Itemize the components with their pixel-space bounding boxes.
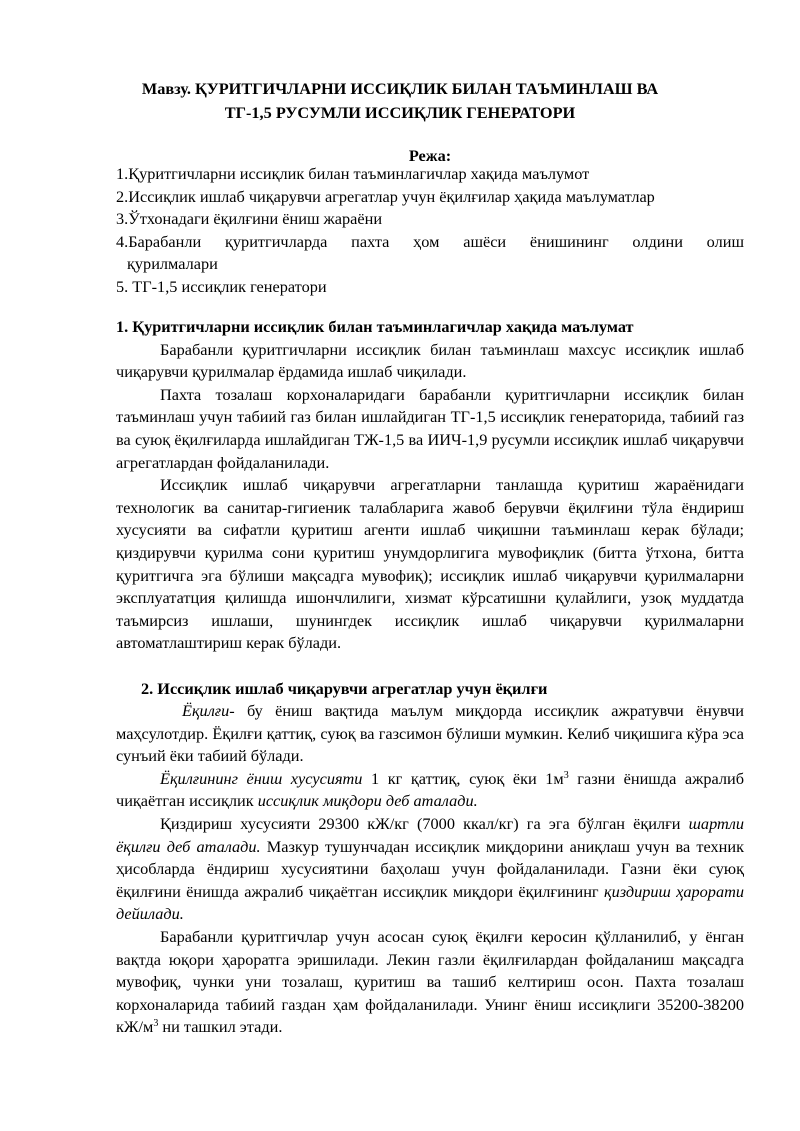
term-heat-quantity: иссиқлик миқдори деб аталади. xyxy=(257,791,478,811)
title-line-2: ТГ-1,5 РУСУМЛИ ИССИҚЛИК ГЕНЕРАТОРИ xyxy=(224,102,576,122)
section-1-paragraph-2: Пахта тозалаш корхоналаридаги барабанли қуритгичларни иссиқлик билан таъминлаш учун табиий газ билан ишлайдиган ТГ-1,5 иссиқлик генераторида, табиий газ ва суюқ ёқилғиларда ишлайдиган ТЖ-1,5 ва ИИЧ-1,9 русумли иссиқлик ишлаб чиқарувчи агрегатлардан фойдаланилади. xyxy=(116,384,744,472)
section-2-paragraph-4 xyxy=(116,926,744,1039)
section-1-heading: 1. Қуритгичларни иссиқлик билан таъминлагичлар хақида маълумат xyxy=(116,317,634,336)
section-2-paragraph-4-text-a: Барабанли қуритгичлар учун асосан суюқ ёқилғи керосин қўлланилиб, у ёнган вақтда юқори ҳароратга эришилади. Лекин газли ёқилғилардан фойдаланиш мақсадга мувофиқ, чунки уни тозалаш, қуритиш ва ташиб келтириш осон. Пахта тозалаш корхоналарида табиий газдан ҳам фойдаланилади. Унинг ёниш иссиқлиги 35200-38200 кЖ/м xyxy=(116,927,744,1037)
plan-item-2: 2.Иссиқлик ишлаб чиқарувчи агрегатлар учун ёқилғилар ҳақида маълуматлар xyxy=(116,186,655,206)
section-2-paragraph-3-text-b: Мазкур тушунчадан иссиқлик миқдорини аниқлаш учун ва техник ҳисобларда ёндириш хусусиятини баҳолаш учун фойдаланилади. Газни ёки суюқ ёқилғини ёнишда ажралиб чиқаётган иссиқлик миқдори ёқилғининг xyxy=(116,836,744,901)
section-1-paragraph-1: Барабанли қуритгичларни иссиқлик билан таъминлаш махсус иссиқлик ишлаб чиқарувчи қурилмалар ёрдамида ишлаб чиқилади. xyxy=(116,339,744,382)
title-line-1: Мавзу. ҚУРИТГИЧЛАРНИ ИССИҚЛИК БИЛАН ТАЪМИНЛАШ ВА xyxy=(141,79,659,98)
document-body xyxy=(116,316,744,1039)
section-spacer xyxy=(116,655,744,678)
section-2-heading: 2. Иссиқлик ишлаб чиқарувчи агрегатлар учун ёқилғи xyxy=(141,678,548,698)
plan-item-1: 1.Қуритгичларни иссиқлик билан таъминлагичлар хақида маълумот xyxy=(116,164,590,183)
section-2-paragraph-1 xyxy=(116,700,744,768)
section-2-paragraph-2-text-a: 1 кг қаттиқ, суюқ ёки 1м xyxy=(362,768,564,788)
section-2-paragraph-2 xyxy=(116,768,744,813)
term-conditional-fuel: шартли ёқилғи деб аталади. xyxy=(116,814,744,856)
superscript-3b: 3 xyxy=(153,1018,159,1030)
plan-list xyxy=(116,163,744,299)
plan-item-3: 3.Ўтхонадаги ёқилғини ёниш жараёни xyxy=(116,209,383,229)
term-fuel: Ёқилғи- xyxy=(182,701,235,721)
document-title xyxy=(60,77,740,124)
term-combustion-property: Ёқилғининг ёниш хусусияти xyxy=(160,768,363,788)
section-1-paragraph-3: Иссиқлик ишлаб чиқарувчи агрегатларни танлашда қуритиш жараёнидаги технологик ва санитар-гигиеник талабларига жавоб берувчи ёқилғини тўла ёндириш хусусияти ва сифатли қуритиш агенти ишлаб чиқишни таъминлаш керак бўлади; қиздирувчи қурилма сони қуритиш унумдорлигига мувофиқлик (битта ўтхона, битта қуритгичга эга бўлиши мақсадга мувофиқ); иссиқлик ишлаб чиқарувчи қурилмаларни эксплуататция қилишда ишончлилиги, хизмат кўрсатишни қулайлиги, узоқ муддатда таъмирсиз ишлаши, шунингдек иссиқлик ишлаб чиқарувчи қурилмаларни автоматлаштириш керак бўлади. xyxy=(116,475,744,653)
plan-item-4: 4.Барабанли қуритгичларда пахта ҳом ашёси ёнишининг олдини олиш xyxy=(116,231,744,251)
term-heating-temperature: қиздириш ҳарорати дейилади. xyxy=(116,881,744,924)
plan-item-5: 5. ТГ-1,5 иссиқлик генератори xyxy=(116,276,327,296)
section-2-paragraph-1-text: бу ёниш вақтида маълум миқдорда иссиқлик ажратувчи ёнувчи маҳсулотдир. Ёқилғи қаттиқ, суюқ ва газсимон бўлиши мумкин. Келиб чиқишига кўра эса сунъий ёки табиий бўлади. xyxy=(116,701,744,766)
superscript-3: 3 xyxy=(563,769,569,781)
section-2-paragraph-3 xyxy=(116,813,744,926)
section-2-paragraph-2-text-b: газни ёнишда ажралиб чиқаётган иссиқлик xyxy=(116,768,745,811)
plan-item-4-continued: қурилмалари xyxy=(127,254,218,274)
section-2-paragraph-3-text-a: Қиздириш хусусияти 29300 кЖ/кг (7000 ккал/кг) га эга бўлган ёқилғи xyxy=(160,814,689,834)
plan-heading: Режа: xyxy=(408,146,452,165)
section-2-paragraph-4-text-b: ни ташкил этади. xyxy=(158,1017,283,1037)
